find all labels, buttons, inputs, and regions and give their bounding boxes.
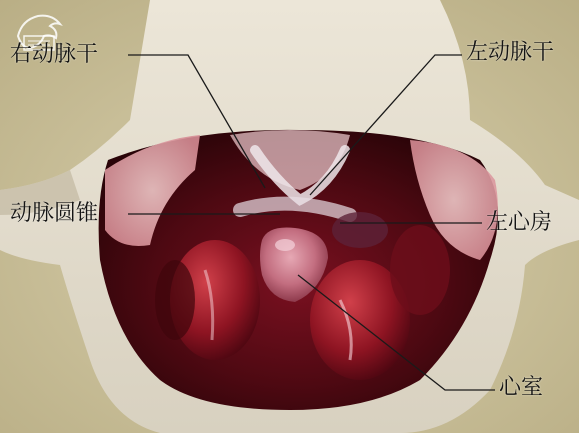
cavity-shadow-right bbox=[390, 225, 450, 315]
left-atrium bbox=[332, 212, 388, 248]
label-left-atrium: 左心房 bbox=[486, 210, 553, 235]
label-conus-arteriosus: 动脉圆锥 bbox=[10, 201, 99, 226]
label-left-aorta: 左动脉干 bbox=[466, 40, 555, 65]
label-right-aorta: 右动脉干 bbox=[10, 42, 99, 67]
label-ventricle: 心室 bbox=[499, 375, 544, 400]
cavity-shadow-left bbox=[155, 260, 195, 340]
ventricle-highlight bbox=[275, 239, 295, 251]
